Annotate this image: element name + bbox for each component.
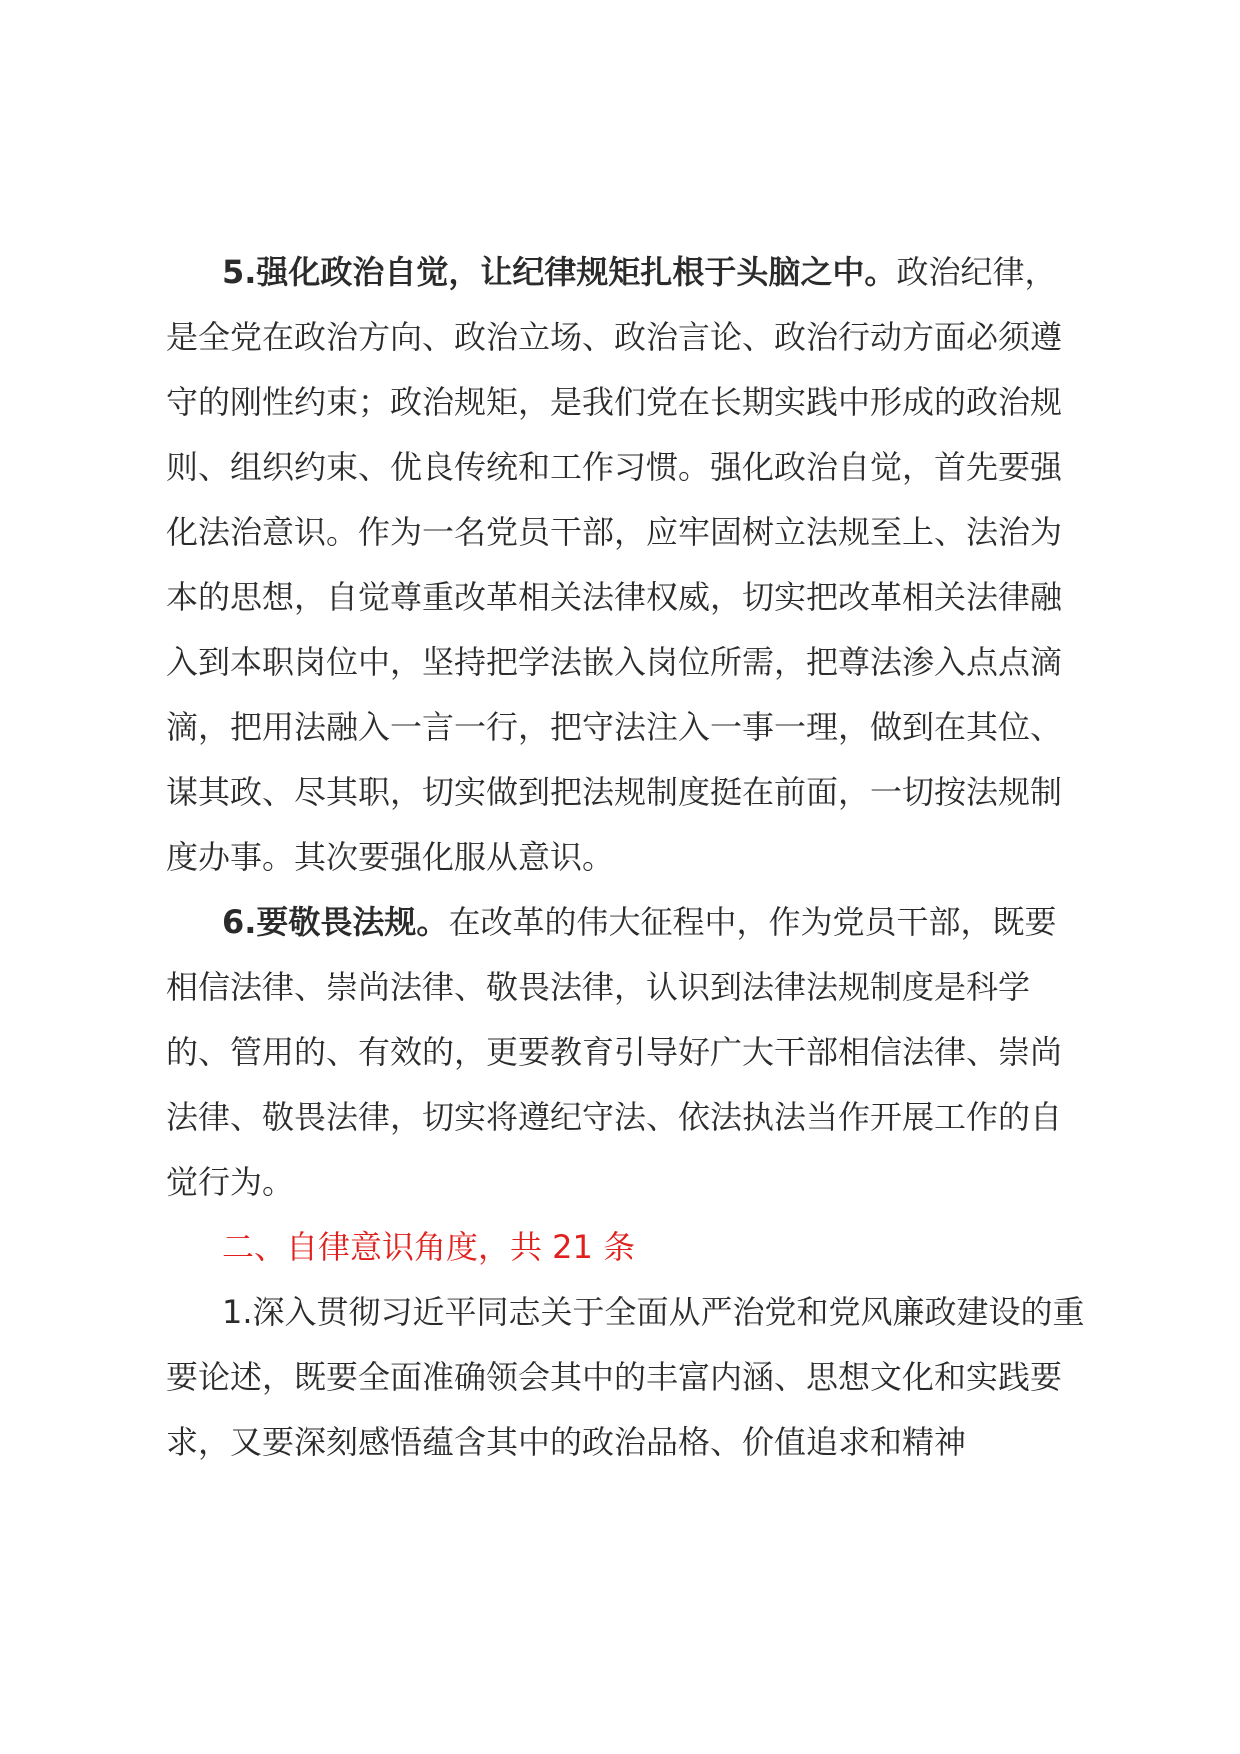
- section-heading: 二、自律意识角度，共 21 条: [222, 1228, 636, 1266]
- paragraph-6-lead: 6.要敬畏法规。: [222, 903, 449, 941]
- paragraph-6-body: 在改革的伟大征程中，作为党员干部，既要相信法律、崇尚法律、敬畏法律，认识到法律法规制度是科学的、管用的、有效的，更要教育引导好广大干部相信法律、崇尚法律、敬畏法律，切实将遵纪守法、依法执法当作开展工作的自觉行为。: [166, 903, 1063, 1201]
- paragraph-5: [166, 240, 1088, 890]
- document-body: [166, 240, 1088, 1475]
- paragraph-5-body: 政治纪律，是全党在政治方向、政治立场、政治言论、政治行动方面必须遵守的刚性约束；政治规矩，是我们党在长期实践中形成的政治规则、组织约束、优良传统和工作习惯。强化政治自觉，首先要强化法治意识。作为一名党员干部，应牢固树立法规至上、法治为本的思想，自觉尊重改革相关法律权威，切实把改革相关法律融入到本职岗位中，坚持把学法嵌入岗位所需，把尊法渗入点点滴滴，把用法融入一言一行，把守法注入一事一理，做到在其位、谋其政、尽其职，切实做到把法规制度挺在前面，一切按法规制度办事。其次要强化服从意识。: [166, 253, 1063, 876]
- section-paragraph-1: 1.深入贯彻习近平同志关于全面从严治党和党风廉政建设的重要论述，既要全面准确领会其中的丰富内涵、思想文化和实践要求，又要深刻感悟蕴含其中的政治品格、价值追求和精神: [166, 1293, 1085, 1461]
- paragraph-6: [166, 890, 1088, 1215]
- paragraph-5-lead: 5.强化政治自觉，让纪律规矩扎根于头脑之中。: [222, 253, 897, 291]
